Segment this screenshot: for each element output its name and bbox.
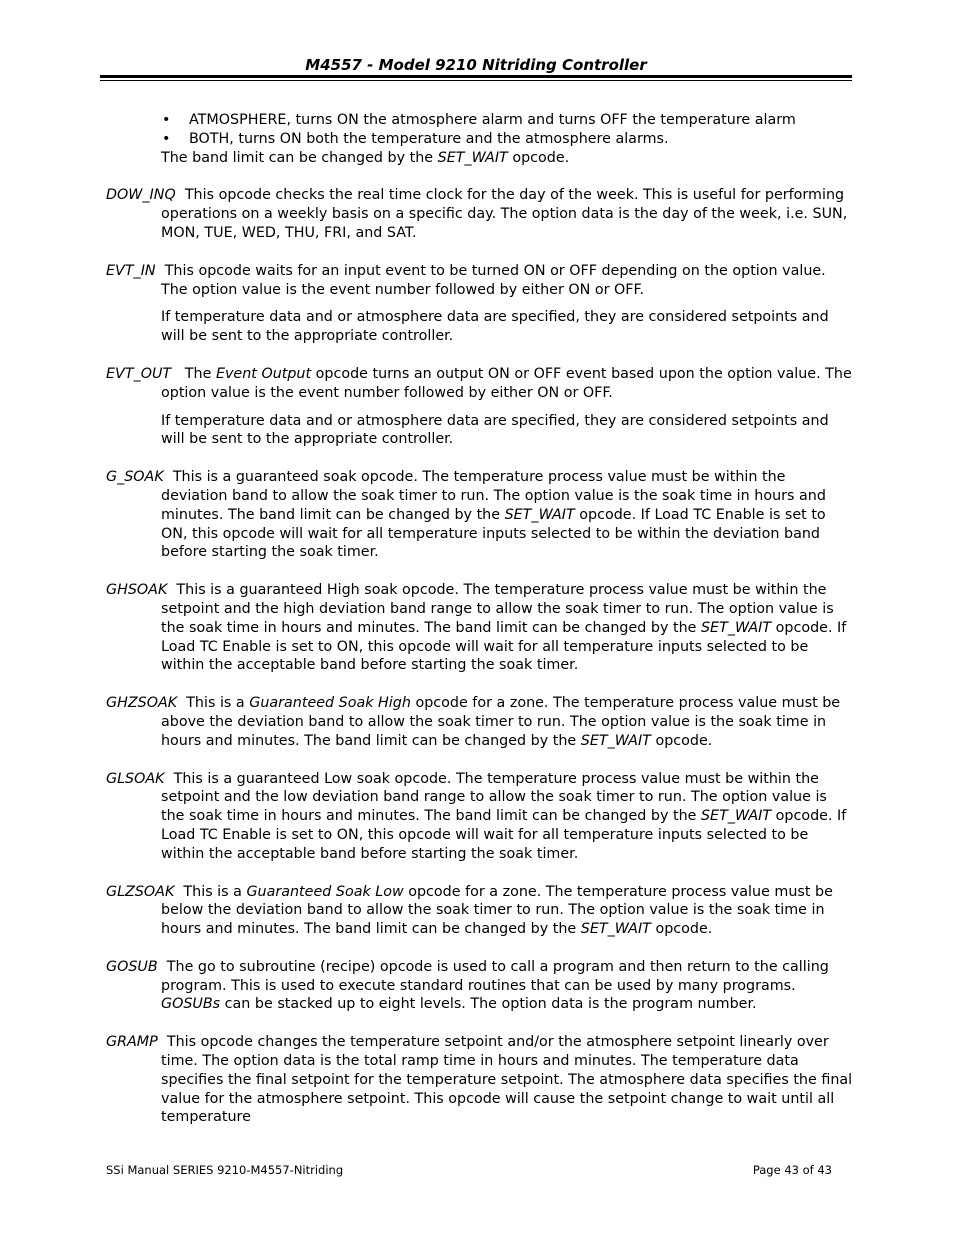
opcode-entry-glzsoak: GLZSOAK This is a Guaranteed Soak Low opcode for a zone. The temperature process value must be below the deviation band to allow the soak timer to run. The option value is the soak time in hours and minutes. The band limit can be changed by the SET_WAIT opcode. [106, 883, 833, 938]
opcode-entry-g-soak: G_SOAK This is a guaranteed soak opcode. The temperature process value must be within the deviation band to allow the soak timer to run. The option value is the soak time in hours and minutes. The band limit can be changed by the SET_WAIT opcode. If Load TC Enable is set to ON, this opcode will wait for all temperature inputs selected to be within the deviation band before starting the soak timer. [106, 469, 826, 561]
footer-manual-name: SSi Manual SERIES 9210-M4557-Nitriding [106, 1163, 344, 1177]
header-rule-thick [100, 75, 852, 78]
opcode-entry-gosub: GOSUB The go to subroutine (recipe) opcode is used to call a program and then return to the calling program. This is used to execute standard routines that can be used by many programs. GOSUBs can be stacked up to eight levels. The option data is the program number. [106, 958, 829, 1013]
opcode-term: GRAMP [106, 1034, 158, 1051]
alarm-options-list [161, 111, 854, 149]
opcode-term: DOW_INQ [106, 187, 176, 204]
header-rule-thin [100, 80, 852, 81]
opcode-term: GLZSOAK [106, 883, 175, 900]
list-item: • ATMOSPHERE, turns ON the atmosphere alarm and turns OFF the temperature alarm [162, 112, 796, 128]
opcode-term: GLSOAK [106, 770, 165, 787]
opcode-entry-evt-in: EVT_IN This opcode waits for an input event to be turned ON or OFF depending on the option value. The option value is the event number followed by either ON or OFF. [106, 262, 826, 298]
opcode-entry-glsoak: GLSOAK This is a guaranteed Low soak opcode. The temperature process value must be within the setpoint and the low deviation band range to allow the soak timer to run. The option value is the soak time in hours and minutes. The band limit can be changed by the SET_WAIT opcode. If Load TC Enable is set to ON, this opcode will wait for all temperature inputs selected to be within the acceptable band before starting the soak timer. [106, 770, 847, 862]
page-header-title: M4557 - Model 9210 Nitriding Controller [305, 56, 647, 74]
band-limit-note: The band limit can be changed by the SET_WAIT opcode. [161, 149, 570, 166]
footer-page-number: Page 43 of 43 [752, 1163, 832, 1177]
opcode-entry-dow-inq: DOW_INQ This opcode checks the real time clock for the day of the week. This is useful for performing operations on a weekly basis on a specific day. The option data is the day of the week, i.e. SUN, MON, TUE, WED, THU, FRI, and SAT. [106, 187, 848, 241]
opcode-entry-evt-out-continued: If temperature data and or atmosphere data are specified, they are considered setpoints and will be sent to the appropriate controller. [161, 412, 829, 448]
opcode-term: EVT_IN [106, 262, 156, 279]
opcode-term: GHSOAK [106, 582, 168, 599]
opcode-entry-ghzsoak: GHZSOAK This is a Guaranteed Soak High opcode for a zone. The temperature process value must be above the deviation band to allow the soak timer to run. The option value is the soak time in hours and minutes. The band limit can be changed by the SET_WAIT opcode. [106, 695, 841, 749]
opcode-term: EVT_OUT [106, 365, 172, 382]
opcode-entry-evt-in-continued: If temperature data and or atmosphere data are specified, they are considered setpoints and will be sent to the appropriate controller. [161, 309, 829, 345]
list-item: • BOTH, turns ON both the temperature and the atmosphere alarms. [162, 130, 669, 147]
opcode-entry-evt-out: EVT_OUT The Event Output opcode turns an output ON or OFF event based upon the option value. The option value is the event number followed by either ON or OFF. [106, 365, 852, 401]
opcode-term: G_SOAK [106, 469, 164, 486]
bullet-icon: • [162, 130, 171, 147]
opcode-entry-ghsoak: GHSOAK This is a guaranteed High soak opcode. The temperature process value must be within the setpoint and the high deviation band range to allow the soak timer to run. The option value is the soak time in hours and minutes. The band limit can be changed by the SET_WAIT opcode. If Load TC Enable is set to ON, this opcode will wait for all temperature inputs selected to be within the acceptable band before starting the soak timer. [106, 582, 847, 674]
page-content [106, 111, 854, 1127]
opcode-term: GOSUB [106, 958, 158, 975]
bullet-icon: • [162, 112, 171, 128]
opcode-term: GHZSOAK [106, 695, 178, 712]
opcode-entry-gramp: GRAMP This opcode changes the temperature setpoint and/or the atmosphere setpoint linearly over time. The option data is the total ramp time in hours and minutes. The temperature data specifies the final setpoint for the temperature setpoint. The atmosphere data specifies the final value for the atmosphere setpoint. This opcode will cause the setpoint change to wait until all temperature [106, 1034, 853, 1126]
